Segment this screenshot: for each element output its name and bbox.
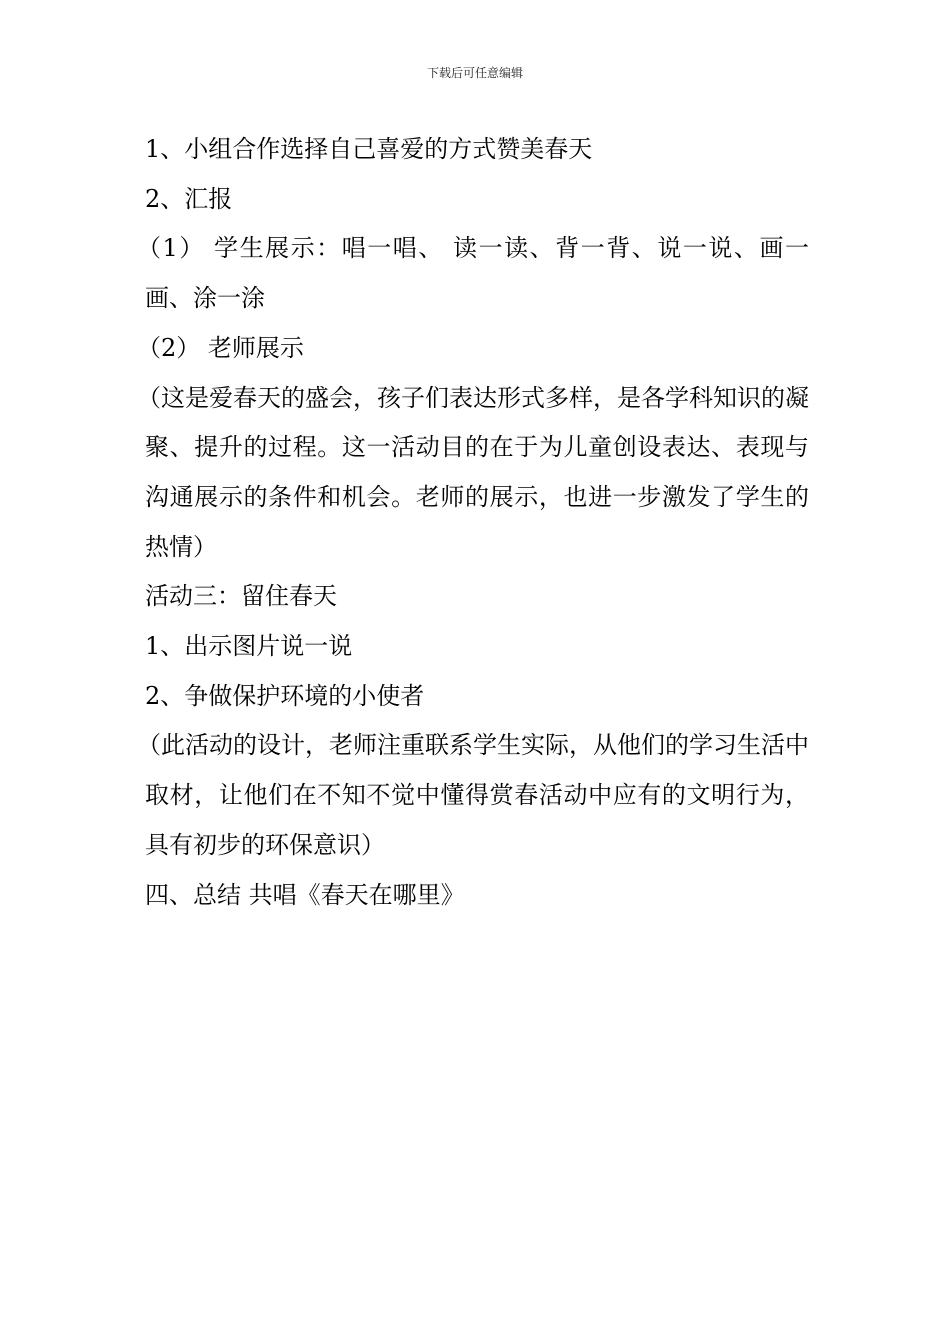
summary-heading: 四、总结 共唱《春天在哪里》 [145, 880, 465, 909]
step-environment-envoy: 2、争做保护环境的小使者 [145, 681, 425, 710]
step-2-report: 2、汇报 [145, 184, 233, 213]
step-show-pictures: 1、出示图片说一说 [145, 632, 353, 661]
document-body [137, 125, 809, 920]
student-showcase: （1） 学生展示：唱一唱、 读一读、背一背、说一说、画一画、涂一涂 [137, 234, 809, 313]
page-header: 下载后可任意编辑 [426, 66, 523, 80]
commentary-2: （此活动的设计，老师注重联系学生实际，从他们的学习生活中取材，让他们在不知不觉中懂得赏春活动中应有的文明行为，具有初步的环保意识） [137, 731, 809, 859]
teacher-showcase: （2） 老师展示 [137, 333, 304, 362]
activity-three-heading: 活动三：留住春天 [145, 582, 337, 611]
commentary-1: （这是爱春天的盛会，孩子们表达形式多样，是各学科知识的凝聚、提升的过程。这一活动目的在于为儿童创设表达、表现与沟通展示的条件和机会。老师的展示，也进一步激发了学生的热情） [137, 383, 809, 561]
step-1-group-work: 1、小组合作选择自己喜爱的方式赞美春天 [145, 135, 593, 163]
